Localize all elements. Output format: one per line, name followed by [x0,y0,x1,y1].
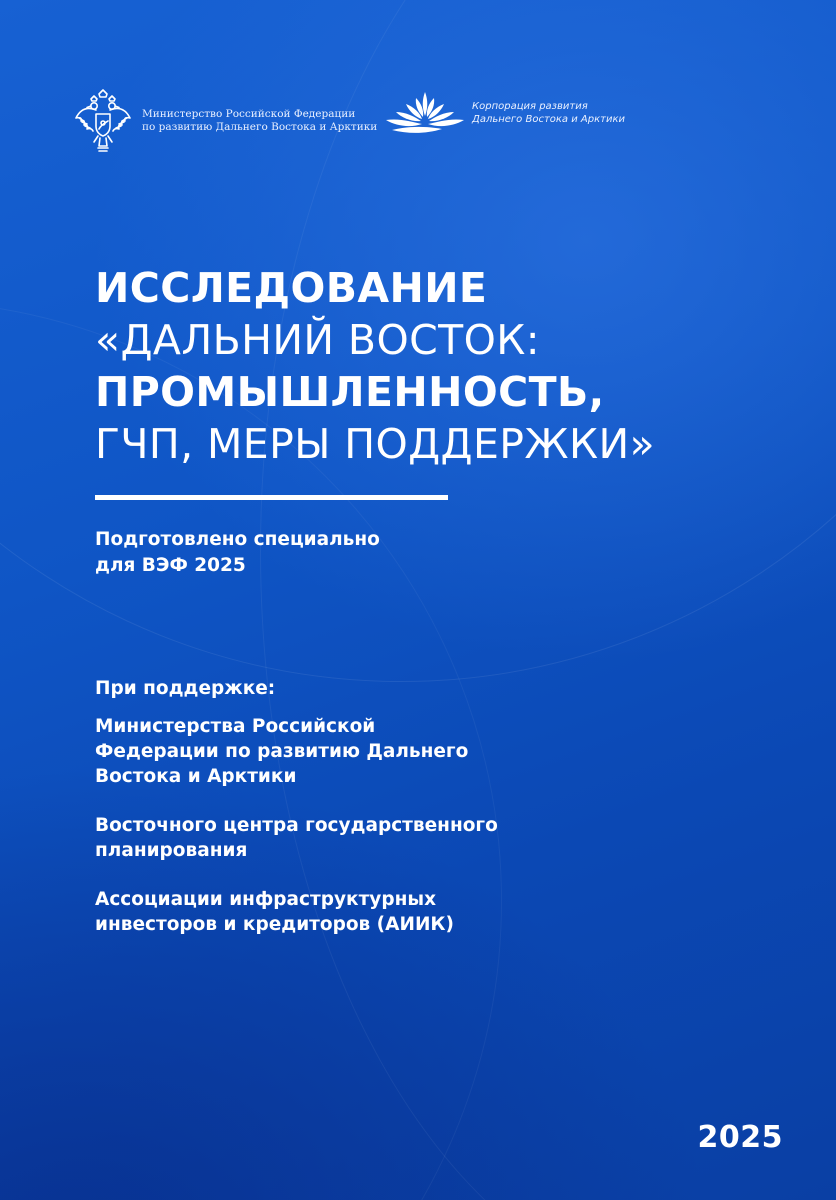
decorative-arc [260,0,836,1200]
title-line: ГЧП, МЕРЫ ПОДДЕРЖКИ» [95,420,656,468]
ministry-name-line: Министерство Российской Федерации [142,108,356,120]
title-divider [95,495,448,500]
russian-coat-of-arms-icon [72,88,134,154]
lotus-logo-icon [382,90,468,136]
ministry-name-line: по развитию Дальнего Востока и Арктики [142,121,378,133]
organization-line: инвесторов и кредиторов (АИИК) [95,914,454,935]
corporation-name [472,100,625,126]
organization-line: Министерства Российской [95,716,376,737]
prepared-line: Подготовлено специально [95,529,380,550]
supporting-organization [95,813,755,863]
corporation-name-line: Дальнего Востока и Арктики [472,114,626,125]
publication-year: 2025 [697,1120,783,1155]
organization-line: Восточного центра государственного [95,815,498,836]
supporting-organization [95,887,755,937]
support-label: При поддержке: [95,678,276,699]
report-title [95,262,795,470]
support-section [95,676,755,961]
prepared-note [95,527,380,579]
organization-line: Востока и Арктики [95,766,297,787]
title-line: ИССЛЕДОВАНИЕ [95,264,488,312]
title-line: «ДАЛЬНИЙ ВОСТОК: [95,316,540,364]
organization-line: планирования [95,840,248,861]
prepared-line: для ВЭФ 2025 [95,555,246,576]
ministry-logo [72,88,377,154]
ministry-name [142,108,377,134]
organization-line: Ассоциации инфраструктурных [95,889,437,910]
corporation-name-line: Корпорация развития [472,101,588,112]
title-line: ПРОМЫШЛЕННОСТЬ, [95,368,605,416]
corporation-logo [382,90,625,136]
organization-line: Федерации по развитию Дальнего [95,741,469,762]
supporting-organization [95,714,755,789]
